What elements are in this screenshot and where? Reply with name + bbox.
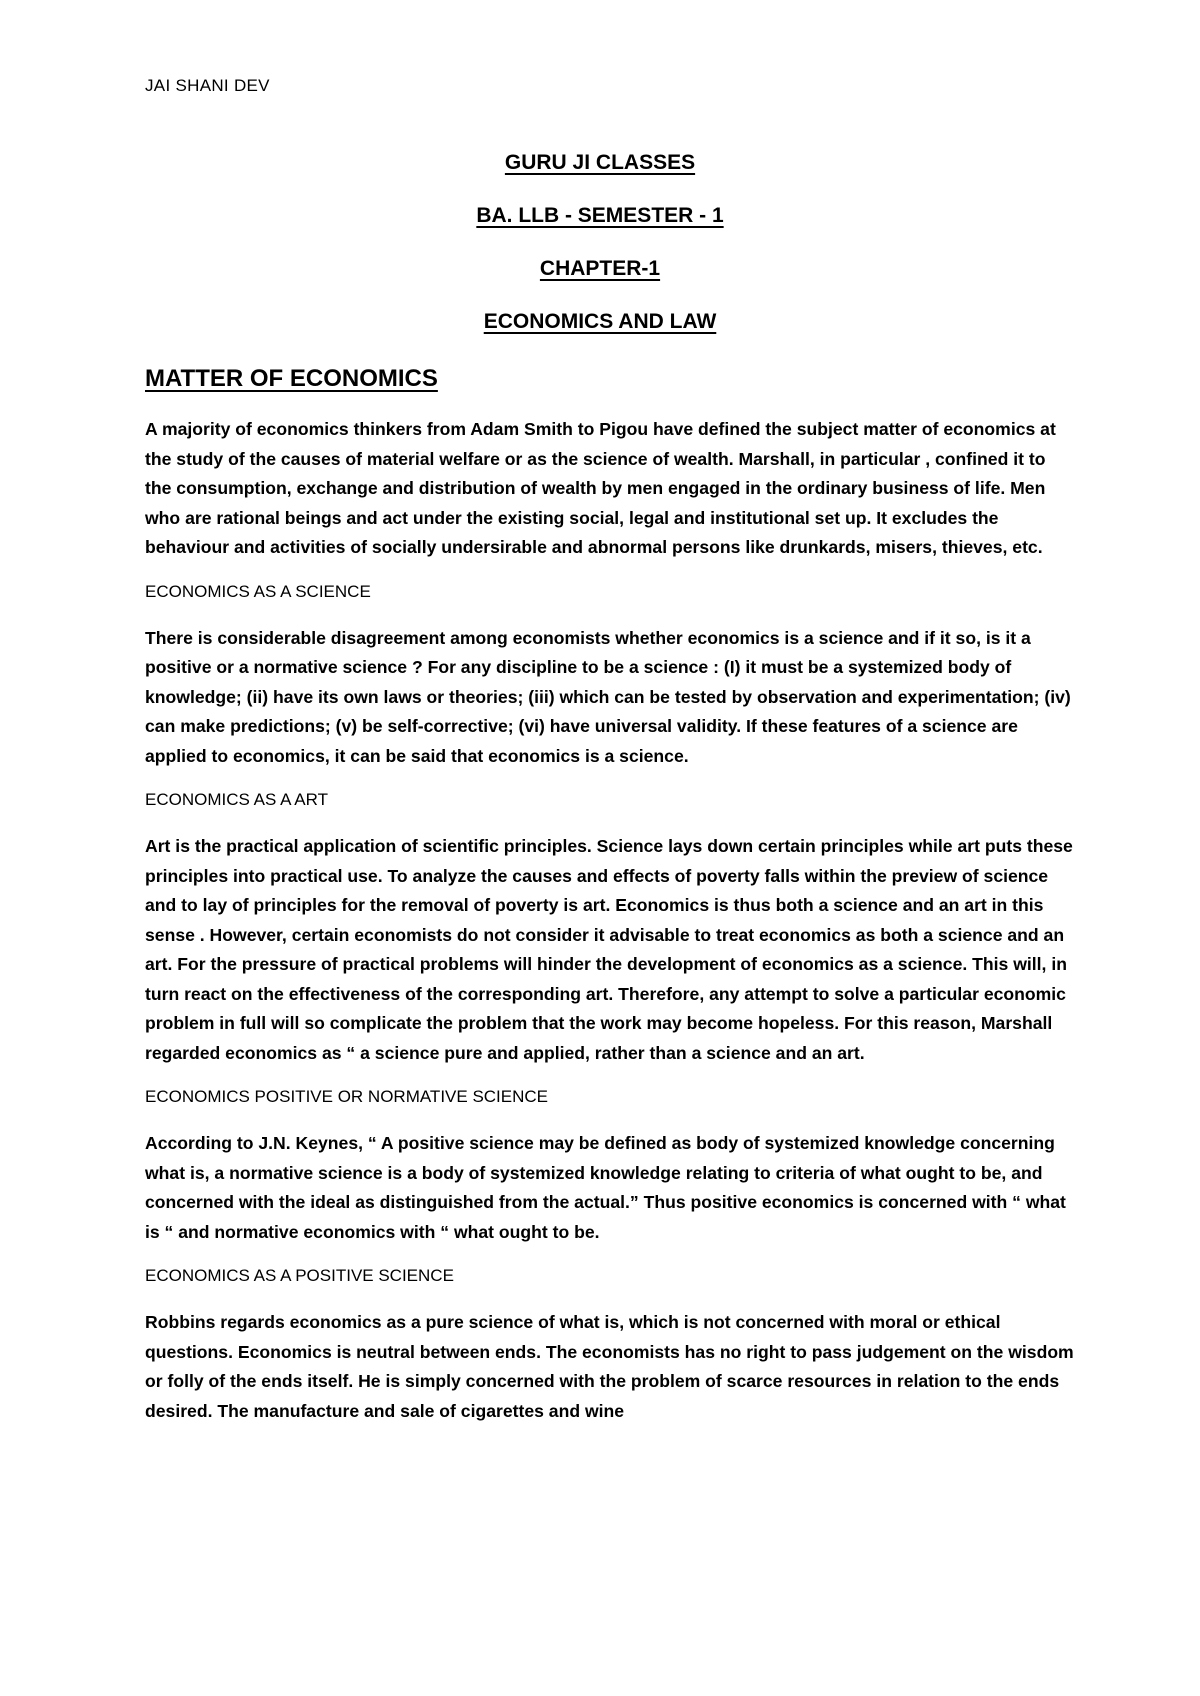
art-paragraph: Art is the practical application of scientific principles. Science lays down certain principles while art puts these principles into practical use. To analyze the causes and effects of poverty falls within the preview of science and to lay of principles for the removal of poverty is art. Economics is thus both a science and an art in this sense . However, certain economists do not consider it advisable to treat economics as both a science and an art. For the pressure of practical problems will hinder the development of economics as a science. This will, in turn react on the effectiveness of the corresponding art. Therefore, any attempt to solve a particular economic problem in full will so complicate the problem that the work may become hopeless. For this reason, Marshall regarded economics as “ a science pure and applied, rather than a science and an art. <box>145 836 1073 1063</box>
positive-normative-heading: ECONOMICS POSITIVE OR NORMATIVE SCIENCE <box>145 1087 549 1106</box>
science-heading: ECONOMICS AS A SCIENCE <box>145 581 371 601</box>
header-note: JAI SHANI DEV <box>145 76 270 95</box>
document-body <box>145 364 1075 1443</box>
matter-paragraph: A majority of economics thinkers from Adam Smith to Pigou have defined the subject matter of economics at the study of the causes of material welfare or as the science of wealth. Marshall, in particular , confined it to the consumption, exchange and distribution of wealth by men engaged in the ordinary business of life. Men who are rational beings and act under the existing social, legal and institutional set up. It excludes the behaviour and activities of socially undersirable and abnormal persons like drunkards, misers, thieves, etc. <box>145 419 1056 557</box>
chapter-title: CHAPTER-1 <box>539 257 661 280</box>
institute-title: GURU JI CLASSES <box>504 151 696 174</box>
subject-title: ECONOMICS AND LAW <box>483 310 717 333</box>
positive-science-paragraph: Robbins regards economics as a pure science of what is, which is not concerned with moral or ethical questions. Economics is neutral between ends. The economists has no right to pass judgement on the wisdom or folly of the ends itself. He is simply concerned with the problem of scarce resources in relation to the ends desired. The manufacture and sale of cigarettes and wine <box>145 1312 1074 1421</box>
matter-heading: MATTER OF ECONOMICS <box>145 365 438 392</box>
positive-science-heading: ECONOMICS AS A POSITIVE SCIENCE <box>145 1266 454 1285</box>
positive-normative-paragraph: According to J.N. Keynes, “ A positive science may be defined as body of systemized knowledge concerning what is, a normative science is a body of systemized knowledge relating to criteria of what ought to be, and concerned with the ideal as distinguished from the actual.” Thus positive economics is concerned with “ what is “ and normative economics with “ what ought to be. <box>145 1133 1066 1242</box>
course-title: BA. LLB - SEMESTER - 1 <box>476 204 724 227</box>
art-heading: ECONOMICS AS A ART <box>145 790 328 809</box>
science-paragraph: There is considerable disagreement among economists whether economics is a science and if it so, is it a positive or a normative science ? For any discipline to be a science : (I) it must be a systemized body of knowledge; (ii) have its own laws or theories; (iii) which can be tested by observation and experimentation; (iv) can make predictions; (v) be self-corrective; (vi) have universal validity. If these features of a science are applied to economics, it can be said that economics is a science. <box>145 627 1071 766</box>
title-block <box>145 148 1055 360</box>
